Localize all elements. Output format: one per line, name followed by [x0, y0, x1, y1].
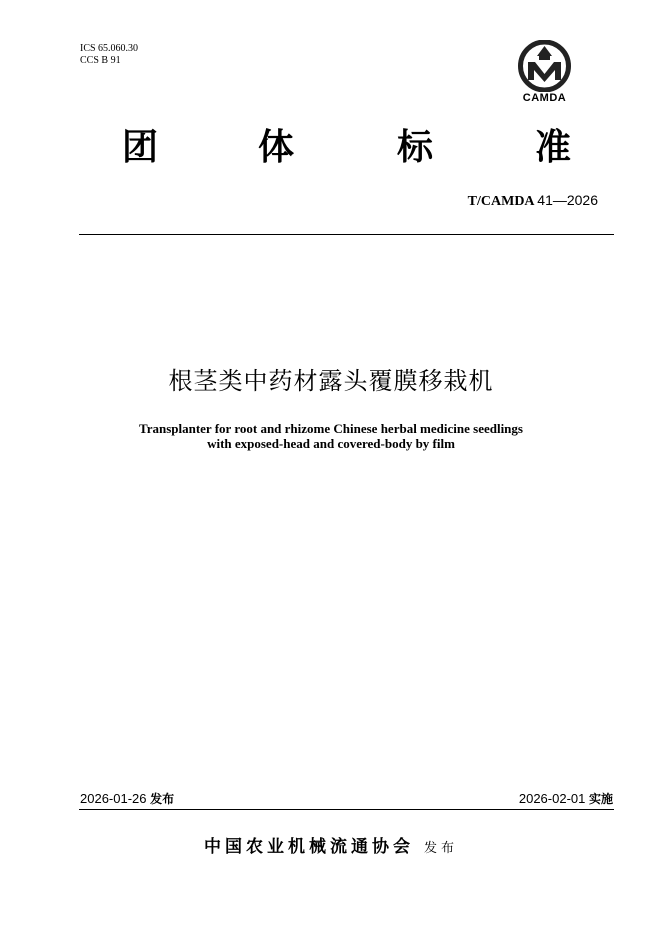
- standard-code: 41—2026: [537, 192, 598, 208]
- implement-date: [519, 790, 613, 807]
- ccs-code: CCS B 91: [80, 55, 121, 66]
- category-char-1: 团: [122, 127, 159, 168]
- standard-number: [468, 192, 598, 210]
- category-char-2: 体: [258, 127, 295, 168]
- implement-date-value: 2026-02-01: [518, 791, 586, 806]
- logo-text: CAMDA: [522, 92, 567, 104]
- title-english-line1: Transplanter for root and rhizome Chinese herbal medicine seedlings: [139, 421, 523, 436]
- top-divider: [79, 234, 614, 235]
- issue-label: 发布: [150, 792, 175, 806]
- issue-date: [80, 790, 174, 807]
- category-char-3: 标: [397, 127, 434, 168]
- camda-logo: [517, 40, 572, 110]
- title-chinese: 根茎类中药材露头覆膜移栽机: [168, 367, 494, 395]
- standard-prefix: T/CAMDA: [467, 194, 534, 209]
- title-english-line2: with exposed-head and covered-body by film: [207, 436, 455, 451]
- bottom-divider: [79, 809, 614, 810]
- classification-codes: [80, 43, 138, 67]
- publisher-org: 中国农业机械流通协会: [203, 837, 414, 857]
- title-english: [0, 421, 662, 451]
- ics-code: ICS 65.060.30: [80, 43, 139, 54]
- issue-date-value: 2026-01-26: [80, 791, 147, 806]
- publisher-label: 发布: [423, 841, 458, 856]
- category-char-4: 准: [535, 127, 572, 168]
- camda-emblem-icon: [517, 40, 572, 92]
- publisher: [0, 832, 662, 857]
- implement-label: 实施: [588, 792, 613, 806]
